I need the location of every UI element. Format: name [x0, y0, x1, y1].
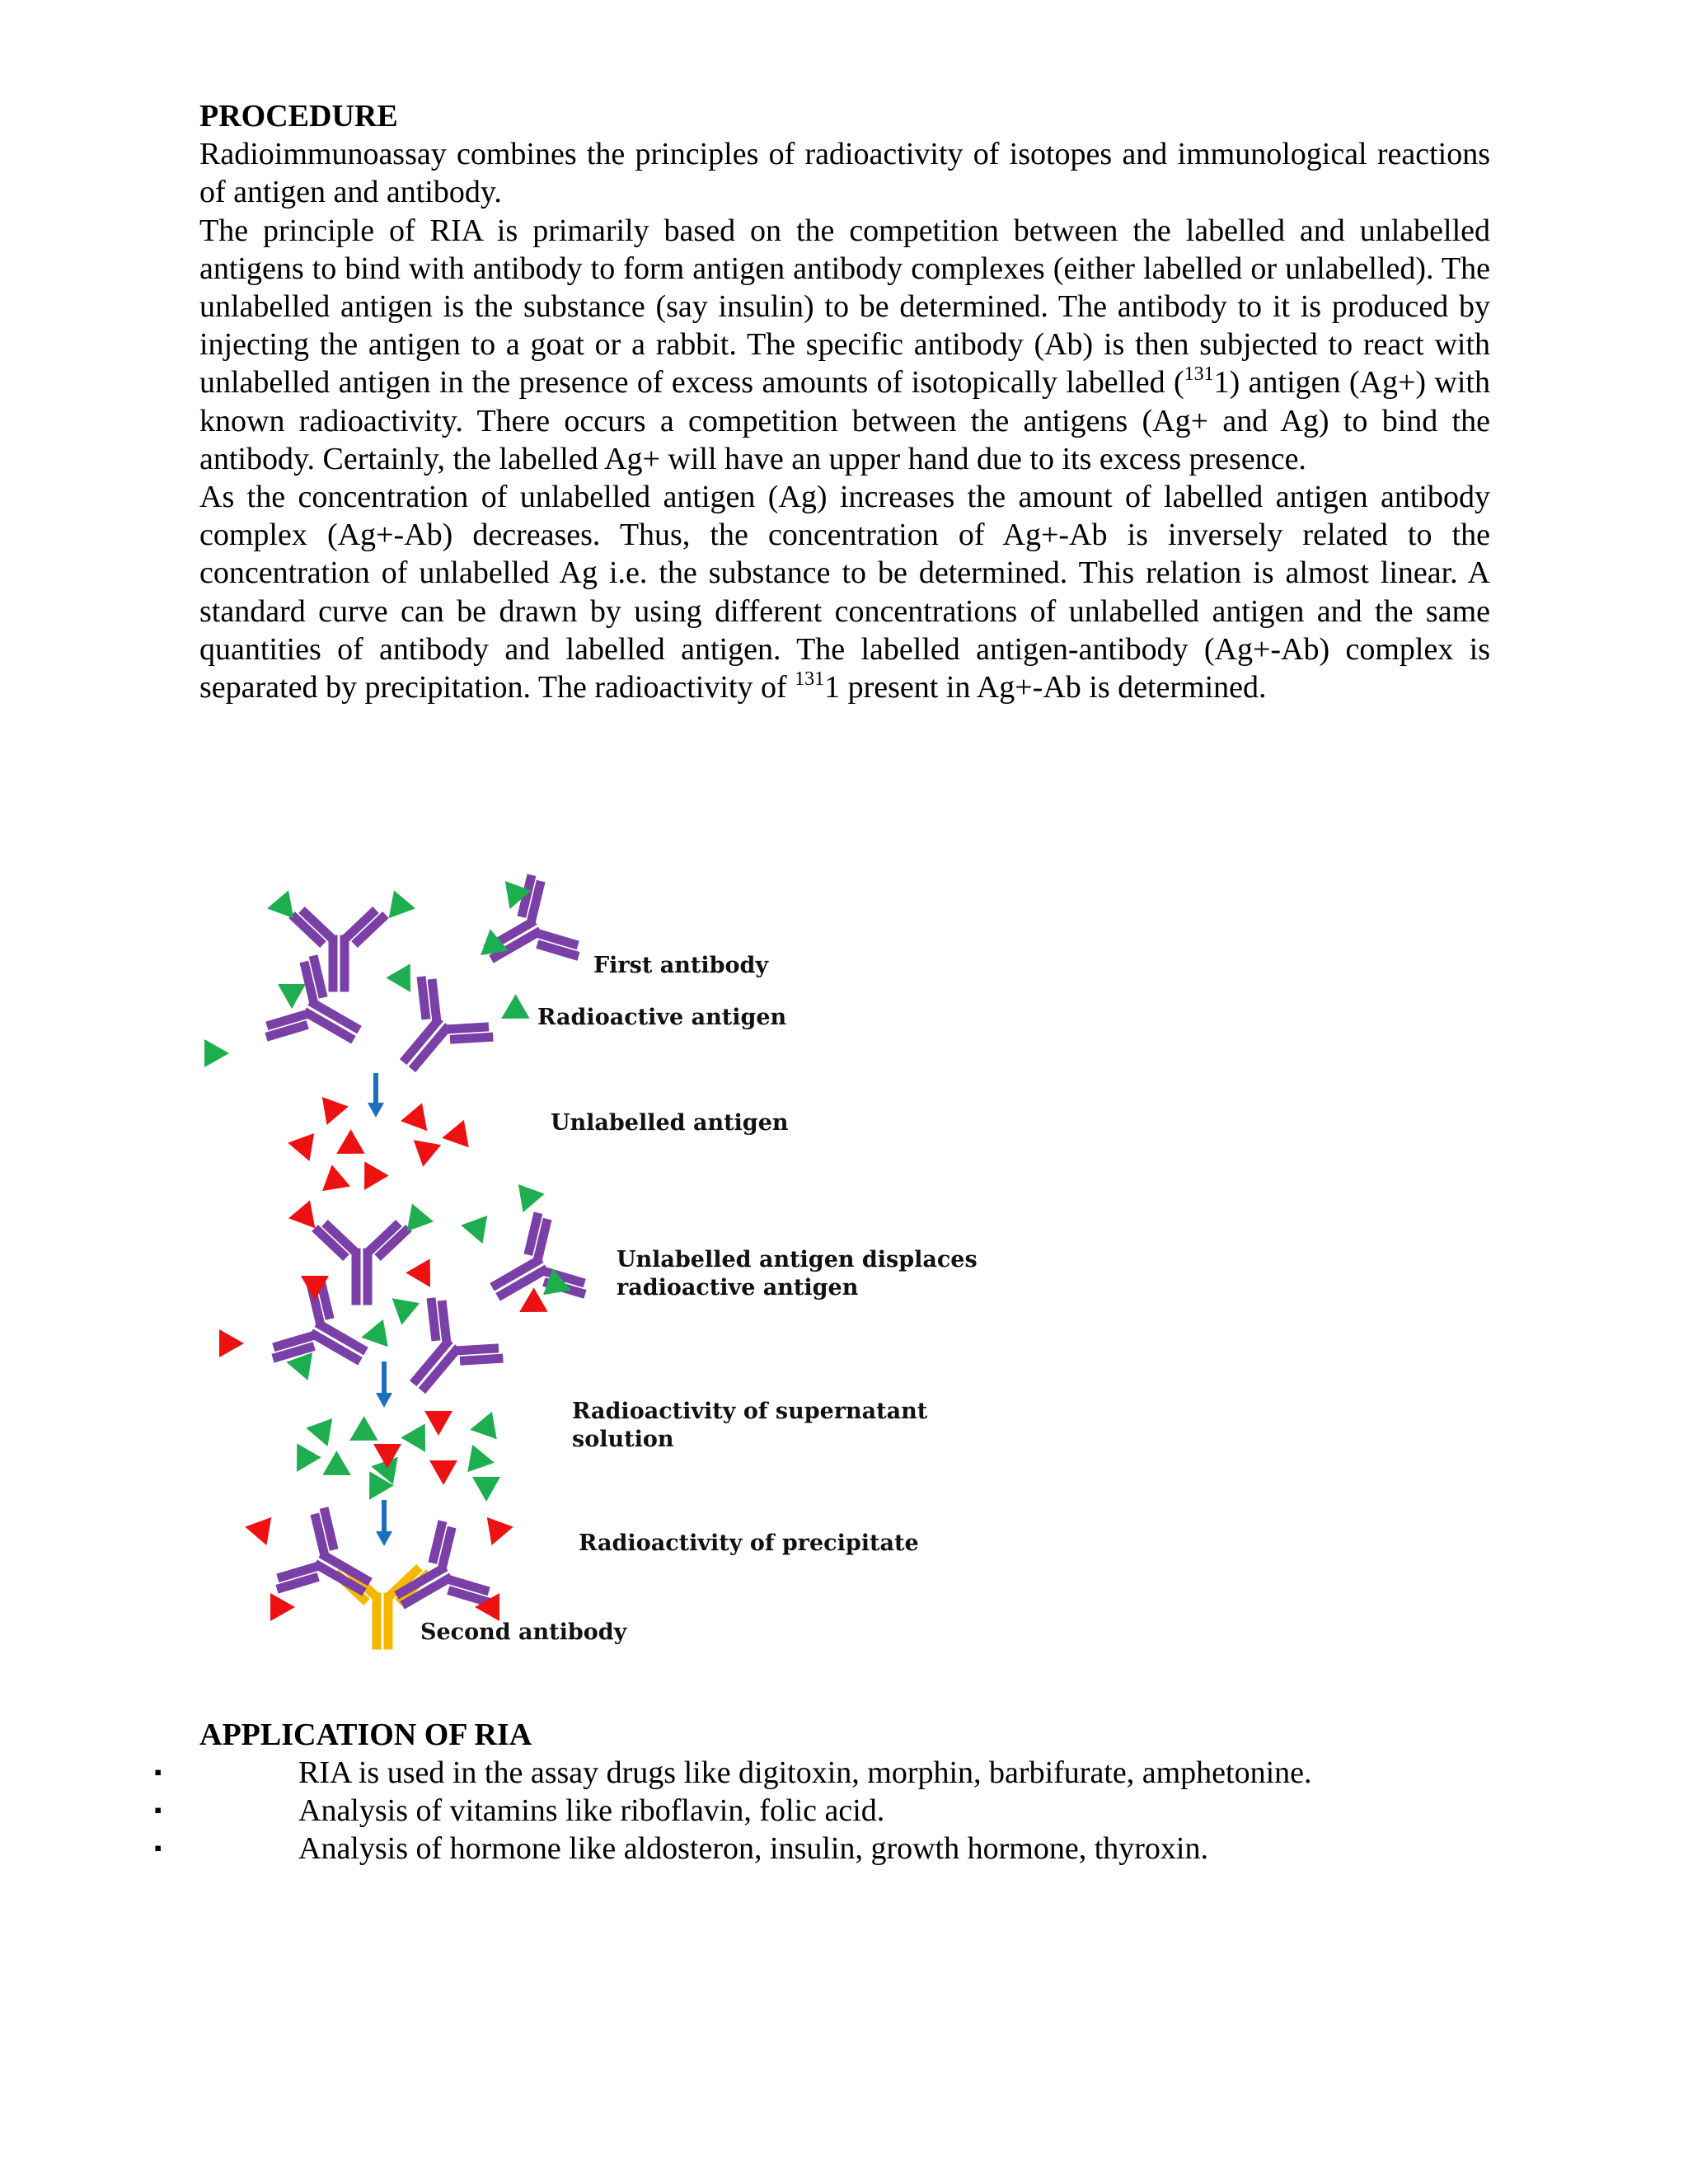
procedure-paragraph-2: The principle of RIA is primarily based on the competition between the labelled and unlabelled antigens to bind with antibody to form antigen antibody complexes (either labelled or unlabelled). The unlabelled antigen is the substance (say insulin) to be determined. The antibody to it is produced by injecting the antigen to a goat or a rabbit. The specific antibody (Ab) is then subjected to react with unlabelled antigen in the presence of excess amounts of isotopically labelled ($^{131}$1) antigen (Ag+) with known radioactivity. There occurs a competition between the antigens (Ag+ and Ag) to bind the antibody. Certainly, the labelled Ag+ will have an upper hand due to its excess presence. — [199, 213, 1490, 476]
label-first-antibody: First antibody — [593, 953, 769, 978]
stage-displacement — [219, 1184, 589, 1414]
label-supernatant-line1: Radioactivity of supernatant — [572, 1399, 928, 1424]
procedure-heading: PROCEDURE — [199, 99, 398, 134]
stage-antibody-binding — [204, 874, 583, 1093]
bullet-square-icon: ▪ — [154, 1798, 162, 1822]
ria-diagram — [191, 874, 1015, 1657]
arrow-down-icon — [376, 1500, 392, 1546]
stage-supernatant — [284, 1411, 500, 1507]
procedure-paragraph-1: Radioimmunoassay combines the principles of radioactivity of isotopes and immunological reactions of antigen and antibody. — [199, 137, 1490, 210]
application-list — [0, 1754, 1688, 1868]
bullet-square-icon: ▪ — [154, 1836, 162, 1860]
label-displaces-line1: Unlabelled antigen displaces — [617, 1247, 978, 1272]
label-unlabelled-antigen: Unlabelled antigen — [551, 1110, 789, 1136]
procedure-paragraph-3: As the concentration of unlabelled antigen (Ag) increases the amount of labelled antigen antibody complex (Ag+-Ab) decreases. Thus, the concentration of Ag+-Ab is inversely related to the concentration of unlabelled Ag i.e. the substance to be determined. This relation is almost linear. A standard curve can be drawn by using different concentrations of unlabelled antigen and the same quantities of antibody and labelled antigen. The labelled antigen-antibody (Ag+-Ab) complex is separated by precipitation. The radioactivity of $^{131}$1 present in Ag+-Ab is determined. — [199, 480, 1490, 705]
list-item: ▪ Analysis of vitamins like riboflavin, folic acid. — [154, 1793, 885, 1828]
superscript-131: 131 — [795, 668, 825, 691]
superscript-131: 131 — [1184, 363, 1214, 386]
label-supernatant-line2: solution — [572, 1427, 674, 1452]
label-precipitate: Radioactivity of precipitate — [579, 1530, 919, 1556]
label-second-antibody: Second antibody — [420, 1619, 627, 1645]
arrow-down-icon — [368, 1073, 384, 1118]
list-item: ▪ RIA is used in the assay drugs like digitoxin, morphin, barbifurate, amphetonine. — [154, 1755, 1312, 1790]
label-radioactive-antigen: Radioactive antigen — [537, 1005, 787, 1030]
application-heading: APPLICATION OF RIA — [199, 1718, 532, 1752]
label-displaces-line2: radioactive antigen — [617, 1275, 859, 1301]
list-item: ▪ Analysis of hormone like aldosteron, insulin, growth hormone, thyroxin. — [154, 1831, 1208, 1866]
arrow-down-icon — [376, 1361, 392, 1408]
procedure-section — [199, 97, 1490, 706]
bullet-square-icon: ▪ — [154, 1760, 162, 1784]
